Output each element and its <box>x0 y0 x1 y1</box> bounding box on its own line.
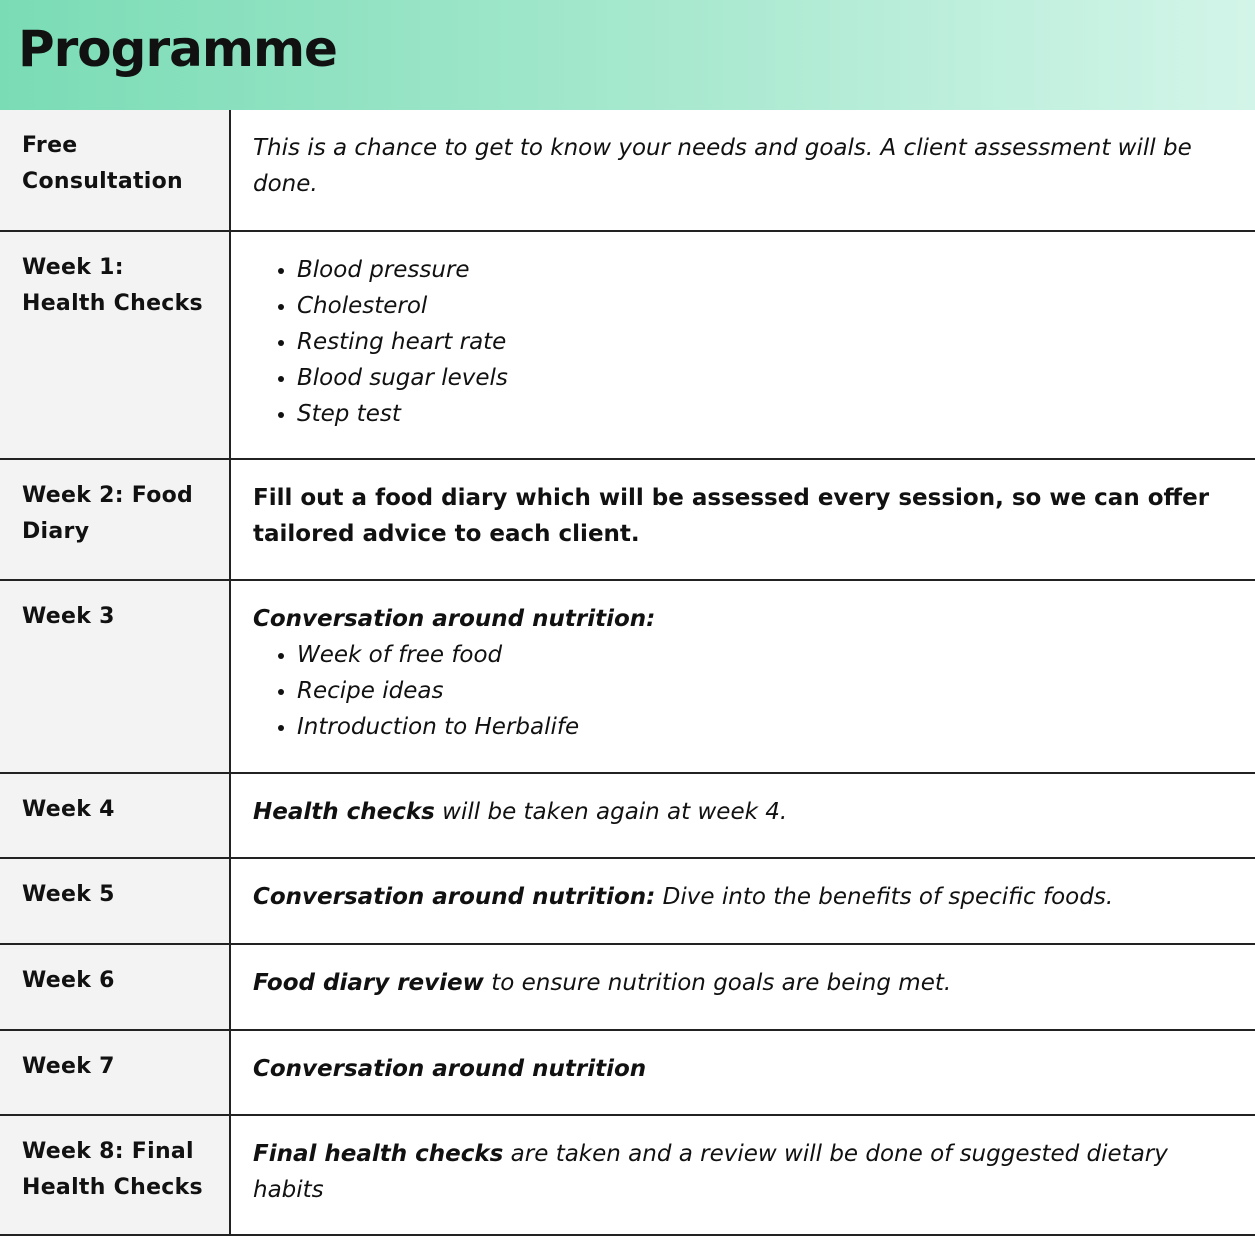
table-row <box>0 858 1255 944</box>
row-content <box>230 944 1255 1030</box>
programme-table <box>0 110 1255 1236</box>
row-content <box>230 1030 1255 1115</box>
table-row <box>0 110 1255 231</box>
list-item: • Blood pressure <box>297 252 1235 288</box>
table-row <box>0 1115 1255 1235</box>
row-label: Week 6 <box>0 944 230 1030</box>
page-title: Programme <box>18 20 337 78</box>
row-bold-text: Conversation around nutrition <box>253 1056 647 1082</box>
row-label: Free Consultation <box>0 110 230 231</box>
list-item: • Cholesterol <box>297 288 1235 324</box>
row-label: Week 3 <box>0 580 230 773</box>
row-text: Dive into the benefits of specific foods. <box>655 884 1114 910</box>
table-row <box>0 1030 1255 1115</box>
row-label: Week 8: Final Health Checks <box>0 1115 230 1235</box>
row-label: Week 7 <box>0 1030 230 1115</box>
table-row <box>0 580 1255 773</box>
row-label: Week 5 <box>0 858 230 944</box>
row-label: Week 2: Food Diary <box>0 459 230 580</box>
row-content <box>230 1115 1255 1235</box>
row-content <box>230 858 1255 944</box>
list-item: • Step test <box>297 396 1235 432</box>
list-item: • Recipe ideas <box>297 673 1235 709</box>
table-row <box>0 231 1255 459</box>
header-banner <box>0 0 1255 110</box>
row-bold-text: Health checks <box>253 799 435 825</box>
list-item: • Introduction to Herbalife <box>297 709 1235 745</box>
row-label: Week 4 <box>0 773 230 858</box>
row-text: This is a chance to get to know your needs and goals. A client assessment will be done. <box>253 135 1192 197</box>
nutrition-list <box>253 637 1235 745</box>
row-content <box>230 580 1255 773</box>
row-content <box>230 110 1255 231</box>
row-bold-text: Conversation around nutrition: <box>253 606 656 632</box>
list-item: • Week of free food <box>297 637 1235 673</box>
row-text: will be taken again at week 4. <box>434 799 788 825</box>
row-content <box>230 459 1255 580</box>
row-bold-text: Food diary review <box>253 970 484 996</box>
list-item: • Resting heart rate <box>297 324 1235 360</box>
table-row <box>0 944 1255 1030</box>
row-text: are taken and a review will be done of suggested dietary habits <box>253 1141 1168 1203</box>
health-checks-list <box>253 252 1235 432</box>
row-bold-text: Final health checks <box>253 1141 504 1167</box>
row-bold-text: Conversation around nutrition: <box>253 884 656 910</box>
list-item: • Blood sugar levels <box>297 360 1235 396</box>
row-text: Fill out a food diary which will be assessed every session, so we can offer tailored advice to each client. <box>253 485 1210 547</box>
row-content <box>230 773 1255 858</box>
row-label: Week 1: Health Checks <box>0 231 230 459</box>
table-row <box>0 459 1255 580</box>
table-row <box>0 773 1255 858</box>
row-content <box>230 231 1255 459</box>
row-text: to ensure nutrition goals are being met. <box>483 970 952 996</box>
